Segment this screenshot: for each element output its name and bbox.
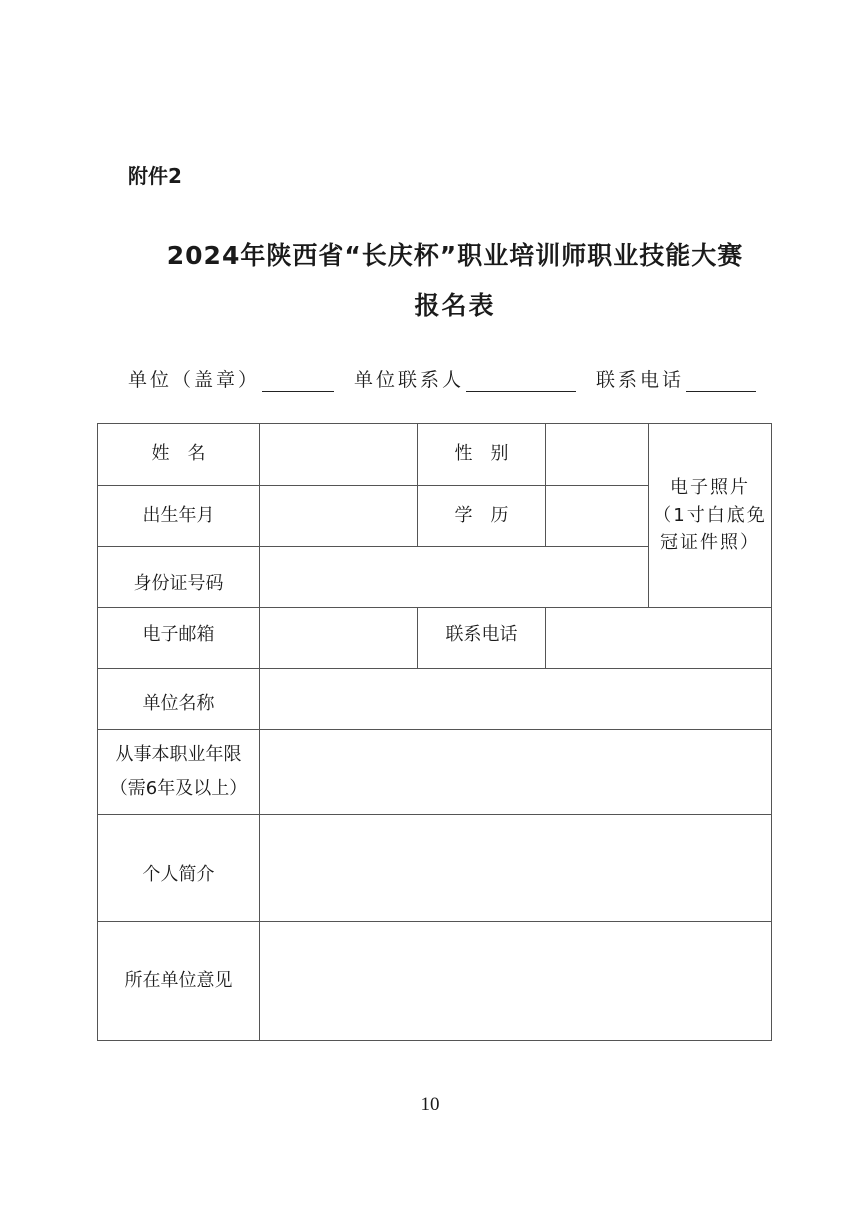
education-value-cell[interactable] — [546, 486, 649, 547]
form-title: 2024年陕西省“长庆杯”职业培训师职业技能大赛 — [166, 241, 744, 270]
page-number: 10 — [420, 1094, 440, 1115]
name-label: 姓 名 — [98, 424, 260, 486]
table-row — [98, 815, 772, 922]
unit-contact-blank[interactable] — [466, 369, 576, 392]
years-note: （需6年及以上） — [109, 778, 248, 799]
unit-seal-field — [128, 366, 334, 392]
attachment-label: 附件2 — [128, 164, 182, 188]
id-value-cell[interactable] — [260, 547, 649, 608]
years-label: 从事本职业年限 — [115, 743, 242, 765]
birth-value-cell[interactable] — [260, 486, 418, 547]
table-row — [98, 922, 772, 1041]
unit-contact-field — [354, 366, 576, 392]
table-row — [98, 669, 772, 730]
opinion-label: 所在单位意见 — [98, 922, 260, 1041]
phone-label: 联系电话 — [418, 608, 546, 669]
registration-table — [97, 423, 772, 1041]
email-label: 电子邮箱 — [98, 608, 260, 669]
birth-label: 出生年月 — [98, 486, 260, 547]
years-cell — [98, 730, 260, 815]
contact-phone-label: 联系电话 — [596, 369, 685, 391]
gender-label: 性 别 — [418, 424, 546, 486]
id-label: 身份证号码 — [98, 547, 260, 608]
photo-label: 电子照片 — [670, 476, 750, 498]
photo-cell[interactable] — [649, 424, 772, 608]
unit-name-value-cell[interactable] — [260, 669, 772, 730]
contact-phone-blank[interactable] — [686, 369, 756, 392]
bio-value-cell[interactable] — [260, 815, 772, 922]
photo-note: （1寸白底免冠证件照） — [653, 504, 767, 554]
table-row — [98, 730, 772, 815]
table-row — [98, 424, 772, 486]
phone-value-cell[interactable] — [546, 608, 772, 669]
name-value-cell[interactable] — [260, 424, 418, 486]
years-value-cell[interactable] — [260, 730, 772, 815]
gender-value-cell[interactable] — [546, 424, 649, 486]
form-subtitle: 报名表 — [414, 291, 496, 320]
table-row — [98, 608, 772, 669]
education-label: 学 历 — [418, 486, 546, 547]
email-value-cell[interactable] — [260, 608, 418, 669]
unit-seal-label: 单位（盖章） — [128, 369, 261, 391]
contact-phone-field — [596, 366, 756, 392]
unit-name-label: 单位名称 — [98, 669, 260, 730]
unit-contact-label: 单位联系人 — [354, 369, 465, 391]
bio-label: 个人简介 — [98, 815, 260, 922]
opinion-value-cell[interactable] — [260, 922, 772, 1041]
unit-seal-blank[interactable] — [262, 369, 334, 392]
